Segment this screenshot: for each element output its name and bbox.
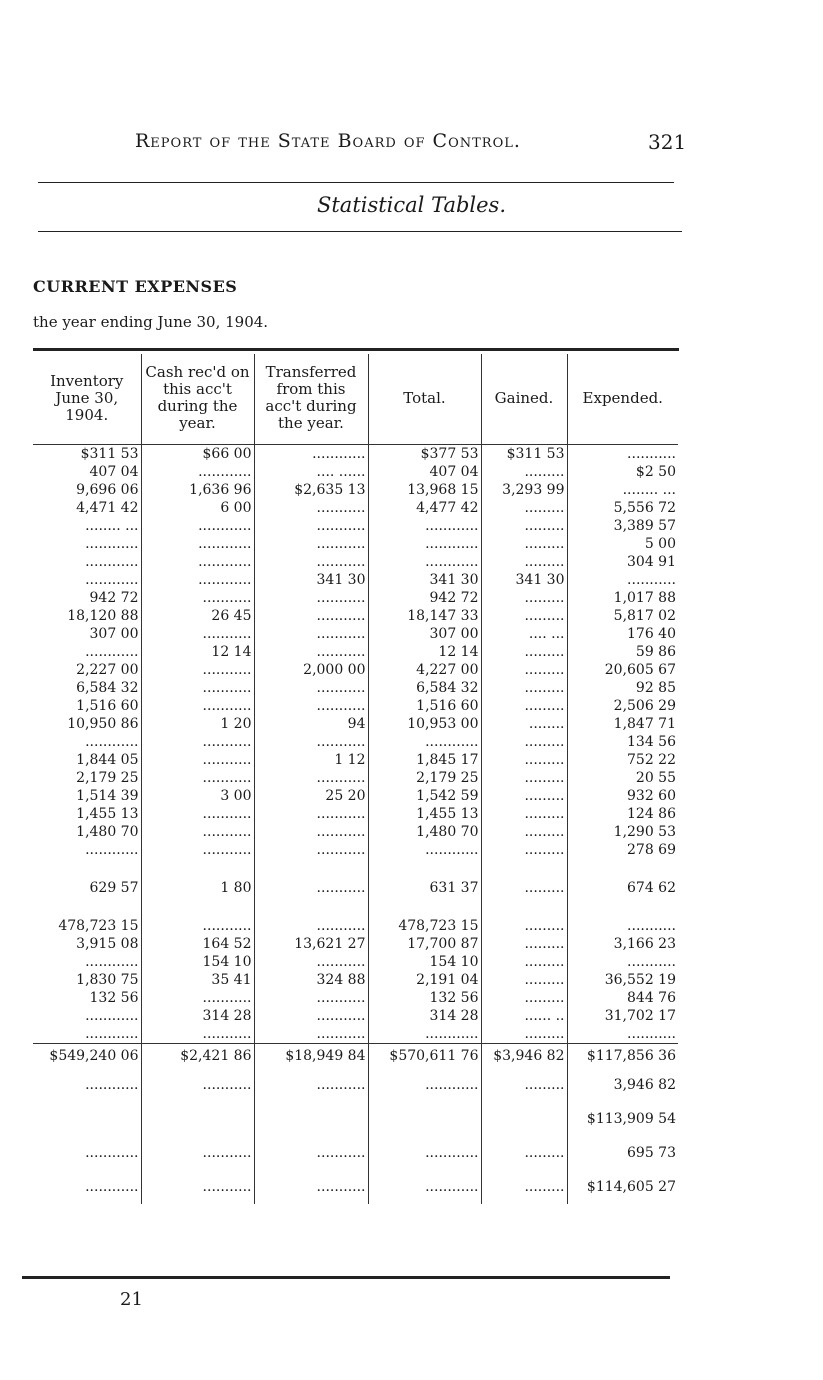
table-cell: ........... (141, 805, 254, 823)
table-row (33, 935, 678, 953)
table-cell: 1 20 (141, 715, 254, 733)
table-cell: .... ... (481, 625, 567, 643)
table-cell: ........... (254, 499, 368, 517)
table-cell: ........... (254, 553, 368, 571)
table-cell: ......... (481, 697, 567, 715)
table-cell: 3,389 57 (613, 518, 676, 534)
table-cell: ......... (481, 643, 567, 661)
table-cell: ......... (481, 463, 567, 481)
table-row (33, 571, 678, 589)
table-cell: 12 14 (368, 643, 481, 661)
table-row (33, 445, 678, 464)
table-cell: ......... (481, 787, 567, 805)
table-cell: 1,636 96 (141, 481, 254, 499)
section-subtitle: the year ending June 30, 1904. (33, 313, 269, 331)
table-row (33, 697, 678, 715)
table-cell (481, 897, 567, 917)
table-cell: $114,605 27 (586, 1179, 676, 1195)
table-cell: 314 28 (141, 1007, 254, 1025)
table-cell: 2,179 25 (368, 769, 481, 787)
table-cell: ............ (141, 553, 254, 571)
table-cell: ........... (627, 1026, 676, 1042)
table-cell (567, 897, 678, 917)
table-cell: ........... (141, 733, 254, 751)
table-cell: ......... (481, 841, 567, 859)
table-cell (254, 1102, 368, 1136)
table-cell: ............ (368, 1136, 481, 1170)
table-cell: ........... (254, 733, 368, 751)
table-cell: 341 30 (481, 571, 567, 589)
table-row (33, 1068, 678, 1102)
table-cell (254, 859, 368, 879)
table-cell: 1 80 (141, 879, 254, 897)
table-row (33, 897, 678, 917)
table-cell: ......... (481, 751, 567, 769)
header-rule-top (38, 182, 674, 183)
table-cell: ........ (481, 715, 567, 733)
table-row (33, 1102, 678, 1136)
table-row (33, 751, 678, 769)
table-row (33, 1007, 678, 1025)
table-cell: 1,844 05 (33, 751, 141, 769)
table-cell: ............ (368, 553, 481, 571)
table-cell: ......... (481, 1068, 567, 1102)
table-row (33, 733, 678, 751)
table-cell: ........... (254, 879, 368, 897)
table-cell: ......... (481, 1170, 567, 1204)
table-cell: 9,696 06 (33, 481, 141, 499)
table-cell: 478,723 15 (33, 917, 141, 935)
col-header-total: Total. (368, 354, 481, 445)
table-row (33, 1136, 678, 1170)
table-cell (368, 1102, 481, 1136)
table-cell: ............ (33, 1025, 141, 1044)
table-row (33, 879, 678, 897)
table-cell: 20,605 67 (604, 662, 676, 678)
table-header-row (33, 354, 678, 445)
col-header-gained: Gained. (481, 354, 567, 445)
table-row (33, 499, 678, 517)
table-cell: ......... (481, 805, 567, 823)
table-row (33, 989, 678, 1007)
table-cell: ........... (141, 625, 254, 643)
table-cell: ........... (141, 679, 254, 697)
table-cell: ............ (33, 1136, 141, 1170)
table-cell: ........... (254, 1007, 368, 1025)
table-cell: ........... (254, 917, 368, 935)
table-cell: 164 52 (141, 935, 254, 953)
table-cell: 6 00 (141, 499, 254, 517)
table-cell: $117,856 36 (567, 1044, 678, 1069)
table-cell: 2,506 29 (613, 698, 676, 714)
table-row (33, 769, 678, 787)
table-cell: 307 00 (368, 625, 481, 643)
table-cell: 4,471 42 (33, 499, 141, 517)
table-cell: 3 00 (141, 787, 254, 805)
table-cell: 629 57 (33, 879, 141, 897)
table-cell: ........... (254, 697, 368, 715)
table-cell: 1,516 60 (33, 697, 141, 715)
table-cell (481, 859, 567, 879)
table-row (33, 661, 678, 679)
table-cell: ............ (368, 733, 481, 751)
table-cell: ........... (141, 1068, 254, 1102)
table-row (33, 553, 678, 571)
table-cell: 341 30 (368, 571, 481, 589)
table-cell: $311 53 (33, 445, 141, 464)
table-cell: ............ (33, 733, 141, 751)
table-cell: ............ (368, 1170, 481, 1204)
page-header-title: Report of the State Board of Control. (135, 130, 521, 152)
table-row (33, 823, 678, 841)
table-cell: ............ (141, 517, 254, 535)
table-cell: ......... (481, 1025, 567, 1044)
table-row (33, 971, 678, 989)
table-cell: ........... (141, 989, 254, 1007)
table-cell (368, 897, 481, 917)
expenses-table (33, 354, 678, 1204)
table-cell: 18,147 33 (368, 607, 481, 625)
table-cell: 942 72 (33, 589, 141, 607)
table-cell: 132 56 (368, 989, 481, 1007)
table-cell: ......... (481, 971, 567, 989)
table-cell: 3,166 23 (613, 936, 676, 952)
table-cell: 1,455 13 (368, 805, 481, 823)
table-cell: $2,635 13 (254, 481, 368, 499)
table-cell: ............ (368, 841, 481, 859)
table-cell: 1,514 39 (33, 787, 141, 805)
table-cell: ............ (368, 535, 481, 553)
table-cell: ........... (254, 625, 368, 643)
table-cell: 25 20 (254, 787, 368, 805)
table-cell: ........... (254, 1170, 368, 1204)
table-cell: ........... (141, 1136, 254, 1170)
table-cell: 304 91 (627, 554, 676, 570)
table-cell: ............ (33, 643, 141, 661)
table-cell: 154 10 (368, 953, 481, 971)
table-cell: ......... (481, 953, 567, 971)
table-cell: 6,584 32 (33, 679, 141, 697)
table-cell: 31,702 17 (604, 1008, 676, 1024)
table-cell: 942 72 (368, 589, 481, 607)
table-cell: 1,017 88 (613, 590, 676, 606)
table-cell: 407 04 (368, 463, 481, 481)
table-cell: ........... (254, 1136, 368, 1170)
table-cell: 478,723 15 (368, 917, 481, 935)
table-cell: 3,946 82 (613, 1077, 676, 1093)
table-cell: ........... (141, 661, 254, 679)
table-cell: ........ ... (33, 517, 141, 535)
table-cell: $66 00 (141, 445, 254, 464)
table-cell: ........... (254, 769, 368, 787)
table-cell: .... ...... (254, 463, 368, 481)
table-cell: ........... (254, 953, 368, 971)
table-row (33, 481, 678, 499)
table-cell: 1,290 53 (613, 824, 676, 840)
table-cell: 18,120 88 (33, 607, 141, 625)
table-cell: 407 04 (33, 463, 141, 481)
table-row (33, 953, 678, 971)
table-cell: 2,000 00 (254, 661, 368, 679)
table-cell: ........ ... (622, 482, 676, 498)
table-cell: $570,611 76 (368, 1044, 481, 1069)
table-cell: 844 76 (627, 990, 676, 1006)
table-cell: 12 14 (141, 643, 254, 661)
table-cell (254, 897, 368, 917)
table-cell: 4,227 00 (368, 661, 481, 679)
table-cell: ............ (141, 463, 254, 481)
table-cell: 13,968 15 (368, 481, 481, 499)
table-cell: 695 73 (627, 1145, 676, 1161)
table-cell: ............ (33, 1007, 141, 1025)
table-cell (141, 859, 254, 879)
table-cell: ........... (627, 954, 676, 970)
table-row (33, 679, 678, 697)
table-cell (141, 897, 254, 917)
table-cell: ............ (368, 1068, 481, 1102)
table-cell: ........... (141, 823, 254, 841)
table-cell: $377 53 (368, 445, 481, 464)
table-cell: ......... (481, 823, 567, 841)
table-cell: ......... (481, 917, 567, 935)
table-cell: ........... (254, 841, 368, 859)
table-cell: 59 86 (635, 644, 676, 660)
totals-row (33, 1044, 678, 1069)
table-cell: 10,950 86 (33, 715, 141, 733)
page-number: 321 (648, 130, 687, 154)
table-cell: 932 60 (627, 788, 676, 804)
table-cell (141, 1102, 254, 1136)
table-cell: ........... (141, 589, 254, 607)
table-row (33, 715, 678, 733)
table-cell: 3,915 08 (33, 935, 141, 953)
table-cell: ............ (33, 953, 141, 971)
table-cell: ......... (481, 769, 567, 787)
table-cell: 674 62 (627, 880, 676, 896)
table-cell: ......... (481, 589, 567, 607)
table-cell: ......... (481, 499, 567, 517)
table-cell: ........... (141, 917, 254, 935)
table-cell: ......... (481, 879, 567, 897)
table-cell: 20 55 (635, 770, 676, 786)
table-cell: ........... (141, 1025, 254, 1044)
table-cell: 324 88 (254, 971, 368, 989)
table-row (33, 517, 678, 535)
table-row (33, 607, 678, 625)
table-cell: 631 37 (368, 879, 481, 897)
table-row (33, 463, 678, 481)
table-cell: 1,516 60 (368, 697, 481, 715)
table-cell: 5,817 02 (613, 608, 676, 624)
table-cell: ........... (627, 572, 676, 588)
table-row (33, 805, 678, 823)
table-cell: ........... (627, 446, 676, 462)
table-row (33, 841, 678, 859)
section-title: CURRENT EXPENSES (33, 277, 238, 296)
table-cell: ........... (254, 989, 368, 1007)
table-row (33, 1025, 678, 1044)
table-cell: 314 28 (368, 1007, 481, 1025)
table-cell: ............ (368, 517, 481, 535)
table-cell: ............ (254, 445, 368, 464)
table-row (33, 589, 678, 607)
table-cell: ............ (33, 553, 141, 571)
table-row (33, 859, 678, 879)
table-cell (33, 897, 141, 917)
table-cell: 3,293 99 (481, 481, 567, 499)
table-cell: ........... (141, 841, 254, 859)
table-cell: 13,621 27 (254, 935, 368, 953)
table-cell: ......... (481, 733, 567, 751)
table-cell: ........... (254, 643, 368, 661)
table-cell: 5,556 72 (613, 500, 676, 516)
table-cell: 1,455 13 (33, 805, 141, 823)
table-cell: ........... (254, 535, 368, 553)
table-cell: ............ (33, 535, 141, 553)
table-cell: 124 86 (627, 806, 676, 822)
table-cell: ......... (481, 535, 567, 553)
table-cell: ......... (481, 661, 567, 679)
table-cell: ........... (254, 607, 368, 625)
table-cell: ........... (141, 1170, 254, 1204)
col-header-expended: Expended. (567, 354, 678, 445)
table-cell: 2,191 04 (368, 971, 481, 989)
table-cell: 307 00 (33, 625, 141, 643)
table-cell: ........... (141, 769, 254, 787)
table-cell: ............ (141, 571, 254, 589)
table-cell: 134 56 (627, 734, 676, 750)
table-cell: $3,946 82 (481, 1044, 567, 1069)
table-rule-top (33, 348, 679, 351)
table-cell: 176 40 (627, 626, 676, 642)
table-cell: ........... (254, 589, 368, 607)
table-cell: ........... (627, 918, 676, 934)
table-cell: 1 12 (254, 751, 368, 769)
table-cell (33, 1102, 141, 1136)
table-cell: 92 85 (635, 680, 676, 696)
table-row (33, 917, 678, 935)
page-subtitle: Statistical Tables. (316, 193, 507, 217)
table-cell: ............ (33, 841, 141, 859)
table-cell: $113,909 54 (586, 1111, 676, 1127)
table-cell: ........... (141, 751, 254, 769)
table-cell: ............ (368, 1025, 481, 1044)
col-header-transferred: Transferred from this acc't during the year. (254, 354, 368, 445)
table-cell: ............ (33, 571, 141, 589)
table-cell: $2,421 86 (141, 1044, 254, 1069)
table-cell: ........... (254, 679, 368, 697)
table-cell: 26 45 (141, 607, 254, 625)
table-cell: 36,552 19 (604, 972, 676, 988)
table-cell (481, 1102, 567, 1136)
table-row (33, 625, 678, 643)
table-cell: ......... (481, 607, 567, 625)
table-cell: ........... (141, 697, 254, 715)
table-rule-bottom (22, 1276, 670, 1279)
table-cell: ......... (481, 553, 567, 571)
table-cell: ............ (141, 535, 254, 553)
table-row (33, 643, 678, 661)
table-cell: 17,700 87 (368, 935, 481, 953)
table-cell: ......... (481, 517, 567, 535)
table-cell: 341 30 (254, 571, 368, 589)
table-cell: ........... (254, 517, 368, 535)
table-cell (33, 859, 141, 879)
table-cell: ......... (481, 935, 567, 953)
table-cell: 132 56 (33, 989, 141, 1007)
table-cell: ........... (254, 1068, 368, 1102)
table-cell: ......... (481, 989, 567, 1007)
table-cell: $549,240 06 (33, 1044, 141, 1069)
table-cell: 1,847 71 (613, 716, 676, 732)
table-cell: ........... (254, 823, 368, 841)
table-row (33, 535, 678, 553)
table-cell: 278 69 (627, 842, 676, 858)
table-cell: 1,542 59 (368, 787, 481, 805)
signature-mark: 21 (120, 1289, 143, 1310)
table-cell: ...... .. (481, 1007, 567, 1025)
table-cell: 1,480 70 (33, 823, 141, 841)
col-header-inventory: Inventory June 30, 1904. (33, 354, 141, 445)
table-cell: 1,480 70 (368, 823, 481, 841)
table-cell: ............ (33, 1068, 141, 1102)
table-cell: 1,845 17 (368, 751, 481, 769)
table-body (33, 445, 678, 1205)
table-cell: 5 00 (644, 536, 676, 552)
table-cell: 2,227 00 (33, 661, 141, 679)
table-cell: 94 (254, 715, 368, 733)
table-cell: 2,179 25 (33, 769, 141, 787)
table-cell: ......... (481, 1136, 567, 1170)
table-cell: 35 41 (141, 971, 254, 989)
table-cell (368, 859, 481, 879)
table-cell: 6,584 32 (368, 679, 481, 697)
table-cell: $2 50 (635, 464, 676, 480)
table-cell: ........... (254, 1025, 368, 1044)
table-row (33, 787, 678, 805)
header-rule-bottom (38, 231, 682, 232)
table-row (33, 1170, 678, 1204)
table-cell: 752 22 (627, 752, 676, 768)
table-cell: $18,949 84 (254, 1044, 368, 1069)
table-cell (567, 859, 678, 879)
table-cell: ............ (33, 1170, 141, 1204)
table-cell: 10,953 00 (368, 715, 481, 733)
table-cell: 154 10 (141, 953, 254, 971)
table-cell: 1,830 75 (33, 971, 141, 989)
table-cell: ........... (254, 805, 368, 823)
table-cell: $311 53 (481, 445, 567, 464)
col-header-cash-received: Cash rec'd on this acc't during the year. (141, 354, 254, 445)
table-cell: ......... (481, 679, 567, 697)
table-cell: 4,477 42 (368, 499, 481, 517)
